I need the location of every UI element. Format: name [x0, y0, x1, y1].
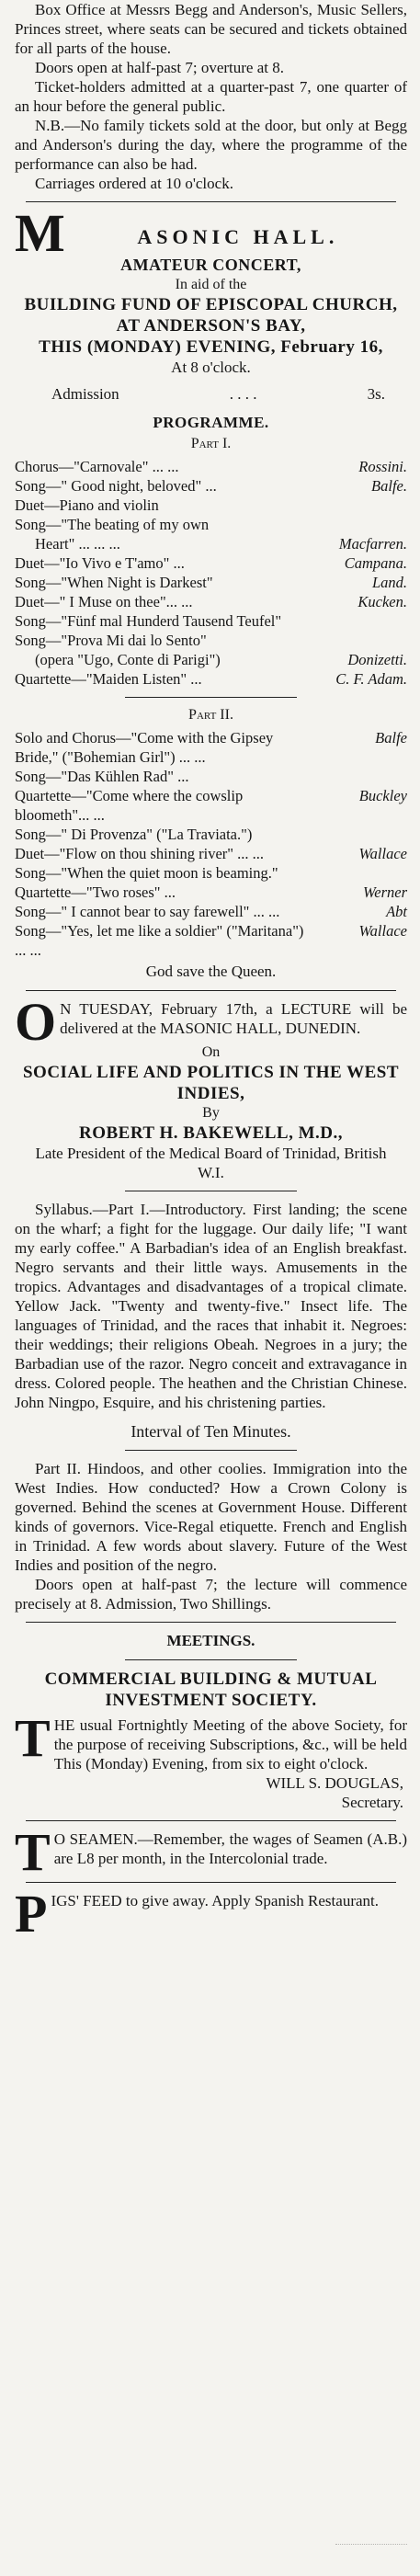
concert-heading [15, 203, 407, 263]
programme-composer: Balfe. [371, 477, 407, 495]
programme-item [15, 902, 407, 921]
drop-cap: T [15, 1708, 51, 1768]
programme-piece: Song—"Das Kühlen Rad" ... [15, 768, 189, 785]
seamen-text: O SEAMEN.—Remember, the wages of Seamen (A.B.) are L8 per month, in the Intercolonial trade. [53, 1830, 407, 1867]
notice-text: Ticket-holders admitted at a quarter-past 7, one quarter of an hour before the general public. [15, 78, 407, 115]
lecture-doors: Doors open at half-past 7; the lecture will commence precisely at 8. Admission, Two Shillings. [15, 1576, 407, 1613]
programme-piece: Solo and Chorus—"Come with the Gipsey Bride," ("Bohemian Girl") ... ... [15, 729, 278, 766]
lecture-interval: Interval of Ten Minutes. [131, 1422, 291, 1441]
programme-item [15, 592, 407, 611]
divider [26, 990, 396, 991]
programme-item [15, 863, 407, 883]
society-name: COMMERCIAL BUILDING & MUTUAL [44, 1670, 378, 1689]
programme-item [15, 611, 407, 631]
programme-item [15, 534, 407, 553]
lecture-on: On [201, 1044, 221, 1060]
programme-item [15, 728, 407, 767]
programme-composer [304, 863, 407, 883]
programme-item [15, 476, 407, 496]
programme-part-one [15, 457, 407, 689]
programme-piece: Song—"Fünf mal Hunderd Tausend Teufel" [15, 612, 282, 630]
programme-piece: Song—"Prova Mi dai lo Sento" [15, 632, 207, 649]
programme-item [15, 515, 407, 534]
lecture-intro: N TUESDAY, February 17th, a LECTURE will be delivered at the MASONIC HALL, DUNEDIN. [60, 1000, 407, 1037]
lecture-advertisement [15, 992, 407, 1613]
programme-piece: Quartette—"Come where the cowslip bloometh"... ... [15, 787, 247, 824]
signature: WILL S. DOUGLAS, [266, 1774, 403, 1792]
lecture-intro-block [15, 992, 407, 1052]
part-one-heading: Part I. [190, 436, 232, 451]
part-two-heading: Part II. [188, 707, 233, 723]
programme-composer: Wallace [358, 922, 407, 940]
admission-label: Admission [51, 385, 119, 403]
programme-item [15, 573, 407, 592]
programme-composer: Rossini. [358, 458, 407, 475]
anthem: God save the Queen. [145, 963, 277, 980]
programme-item [15, 496, 407, 515]
programme-piece: Chorus—"Carnovale" ... ... [15, 458, 179, 475]
meetings-section [15, 1631, 407, 1812]
programme-piece: Song—" Di Provenza" ("La Traviata.") [15, 826, 253, 843]
programme-composer: Donizetti. [347, 651, 407, 668]
programme-piece: Song—"When the quiet moon is beaming." [15, 864, 278, 882]
concert-location: AT ANDERSON'S BAY, [116, 316, 306, 336]
divider [125, 697, 297, 698]
programme-composer: Abt [386, 903, 407, 920]
programme-piece: Duet—"Io Vivo e T'amo" ... [15, 554, 185, 572]
programme-composer [304, 825, 407, 844]
concert-time: At 8 o'clock. [171, 359, 251, 376]
programme-composer: Macfarren. [338, 535, 407, 553]
notice-text: Carriages ordered at 10 o'clock. [35, 175, 233, 192]
programme-composer: Kucken. [358, 593, 407, 610]
programme-composer: Balfe [375, 729, 407, 747]
programme-composer [304, 611, 407, 631]
divider [26, 201, 396, 202]
programme-item [15, 767, 407, 786]
signature-title: Secretary. [341, 1794, 403, 1811]
concert-title: AMATEUR CONCERT, [120, 256, 301, 274]
programme-piece: Quartette—"Two roses" ... [15, 883, 176, 901]
concert-date: THIS (MONDAY) EVENING, February 16, [39, 337, 383, 357]
programme-item [15, 921, 407, 960]
divider [26, 1820, 396, 1821]
programme-piece: Song—"Yes, let me like a soldier" ("Maritana") ... ... [15, 922, 308, 959]
programme-composer: Wallace [358, 845, 407, 862]
society-name-cont: INVESTMENT SOCIETY. [105, 1691, 317, 1710]
programme-item [15, 650, 407, 669]
programme-piece: Duet—"Flow on thou shining river" ... ... [15, 845, 265, 862]
lecture-syllabus: Syllabus.—Part I.—Introductory. First landing; the scene on the wharf; a fight for the luggage. Our daily life; "I want my early coffee." A Barbadian's idea of an English breakfast. Negro servants and their little ways. Amusements in the tropics. Advantages and disadvantages of a tropical climate. Yellow Jack. "Twenty and twenty-five." Insect life. The languages of Trinidad, and the races that inhabit it. Negroes: their weddings; their religions Obeah. Negroes in a jury; the Barbadian use of the razor. Negro conceit and extravagance in dress. Colored people. The heathen and the Christian Chinese. John Ningpo, Esquire, and his christening parties. [15, 1201, 407, 1411]
programme-composer: Land. [371, 574, 407, 591]
programme-composer [304, 631, 407, 650]
box-office-notice [15, 0, 407, 193]
notice-text: Box Office at Messrs Begg and Anderson's, Music Sellers, Princes street, where seats can be secured and tickets obtained for all parts of the house. [15, 1, 407, 57]
programme-item [15, 825, 407, 844]
programme-part-two [15, 728, 407, 960]
programme-piece: Heart" ... ... ... [35, 535, 120, 553]
programme-item [15, 669, 407, 689]
pigs-feed-text: IGS' FEED to give away. Apply Spanish Restaurant. [51, 1892, 379, 1909]
drop-cap: T [15, 1822, 51, 1882]
admission-price: 3s. [367, 385, 385, 403]
programme-heading: PROGRAMME. [153, 414, 269, 431]
drop-cap: M [15, 203, 65, 263]
meeting-text: HE usual Fortnightly Meeting of the above Society, for the purpose of receiving Subscriptions, &c., will be held This (Monday) Evening, from six to eight o'clock. [53, 1716, 407, 1772]
pigs-feed-notice [15, 1884, 407, 1943]
programme-composer [304, 515, 407, 534]
programme-item [15, 883, 407, 902]
divider [125, 1659, 297, 1660]
programme-piece: Quartette—"Maiden Listen" ... [15, 670, 202, 688]
lecture-part-two: Part II. Hindoos, and other coolies. Immigration into the West Indies. How conducted? How a Crown Colony is governed. Behind the scenes at Government House. Different kinds of governors. Vice-Regal etiquette. French and English in Trinidad. A few words about slavery. Future of the West Indies and position of the negro. [15, 1460, 407, 1574]
admission-dots: . . . . [229, 385, 257, 403]
notice-text: N.B.—No family tickets sold at the door, but only at Begg and Anderson's during the day, where the programme of the performance can also be had. [15, 117, 407, 173]
programme-piece: Song—"When Night is Darkest" [15, 574, 213, 591]
notice-text: Doors open at half-past 7; overture at 8. [35, 59, 284, 76]
programme-composer [304, 767, 407, 786]
programme-item [15, 553, 407, 573]
divider [125, 1450, 297, 1451]
programme-piece: Duet—Piano and violin [15, 496, 159, 514]
programme-item [15, 786, 407, 825]
meeting-notice [15, 1708, 407, 1773]
drop-cap: O [15, 992, 57, 1052]
lecture-speaker: ROBERT H. BAKEWELL, M.D., [78, 1123, 344, 1143]
programme-composer: Werner [363, 883, 407, 901]
programme-piece: Song—" I cannot bear to say farewell" ... ... [15, 903, 280, 920]
lecture-subject: SOCIAL LIFE AND POLITICS IN THE WEST INDIES, [22, 1063, 400, 1103]
programme-composer [304, 496, 407, 515]
programme-composer: C. F. Adam. [335, 670, 407, 688]
venue-heading: ASONIC HALL. [137, 225, 339, 248]
concert-cause: BUILDING FUND OF EPISCOPAL CHURCH, [24, 295, 398, 314]
programme-piece: Song—" Good night, beloved" ... [15, 477, 217, 495]
programme-piece: (opera "Ugo, Conte di Parigi") [35, 651, 221, 668]
meetings-heading: MEETINGS. [166, 1632, 255, 1649]
seamen-notice [15, 1822, 407, 1882]
programme-composer: Buckley [358, 787, 407, 804]
divider [26, 1882, 396, 1883]
programme-piece: Song—"The beating of my own [15, 516, 210, 533]
concert-subtitle: In aid of the [175, 277, 247, 292]
programme-item [15, 631, 407, 650]
divider [26, 1622, 396, 1623]
speaker-title: Late President of the Medical Board of Trinidad, British W.I. [35, 1145, 387, 1181]
concert-advertisement [15, 203, 407, 982]
programme-item [15, 844, 407, 863]
ink-smudge [335, 2544, 407, 2565]
programme-item [15, 457, 407, 476]
programme-composer: Campana. [344, 554, 407, 572]
drop-cap: P [15, 1884, 48, 1943]
programme-piece: Duet—" I Muse on thee"... ... [15, 593, 193, 610]
admission-line [15, 377, 407, 412]
lecture-by: By [202, 1105, 220, 1121]
spacer [15, 1412, 407, 1421]
